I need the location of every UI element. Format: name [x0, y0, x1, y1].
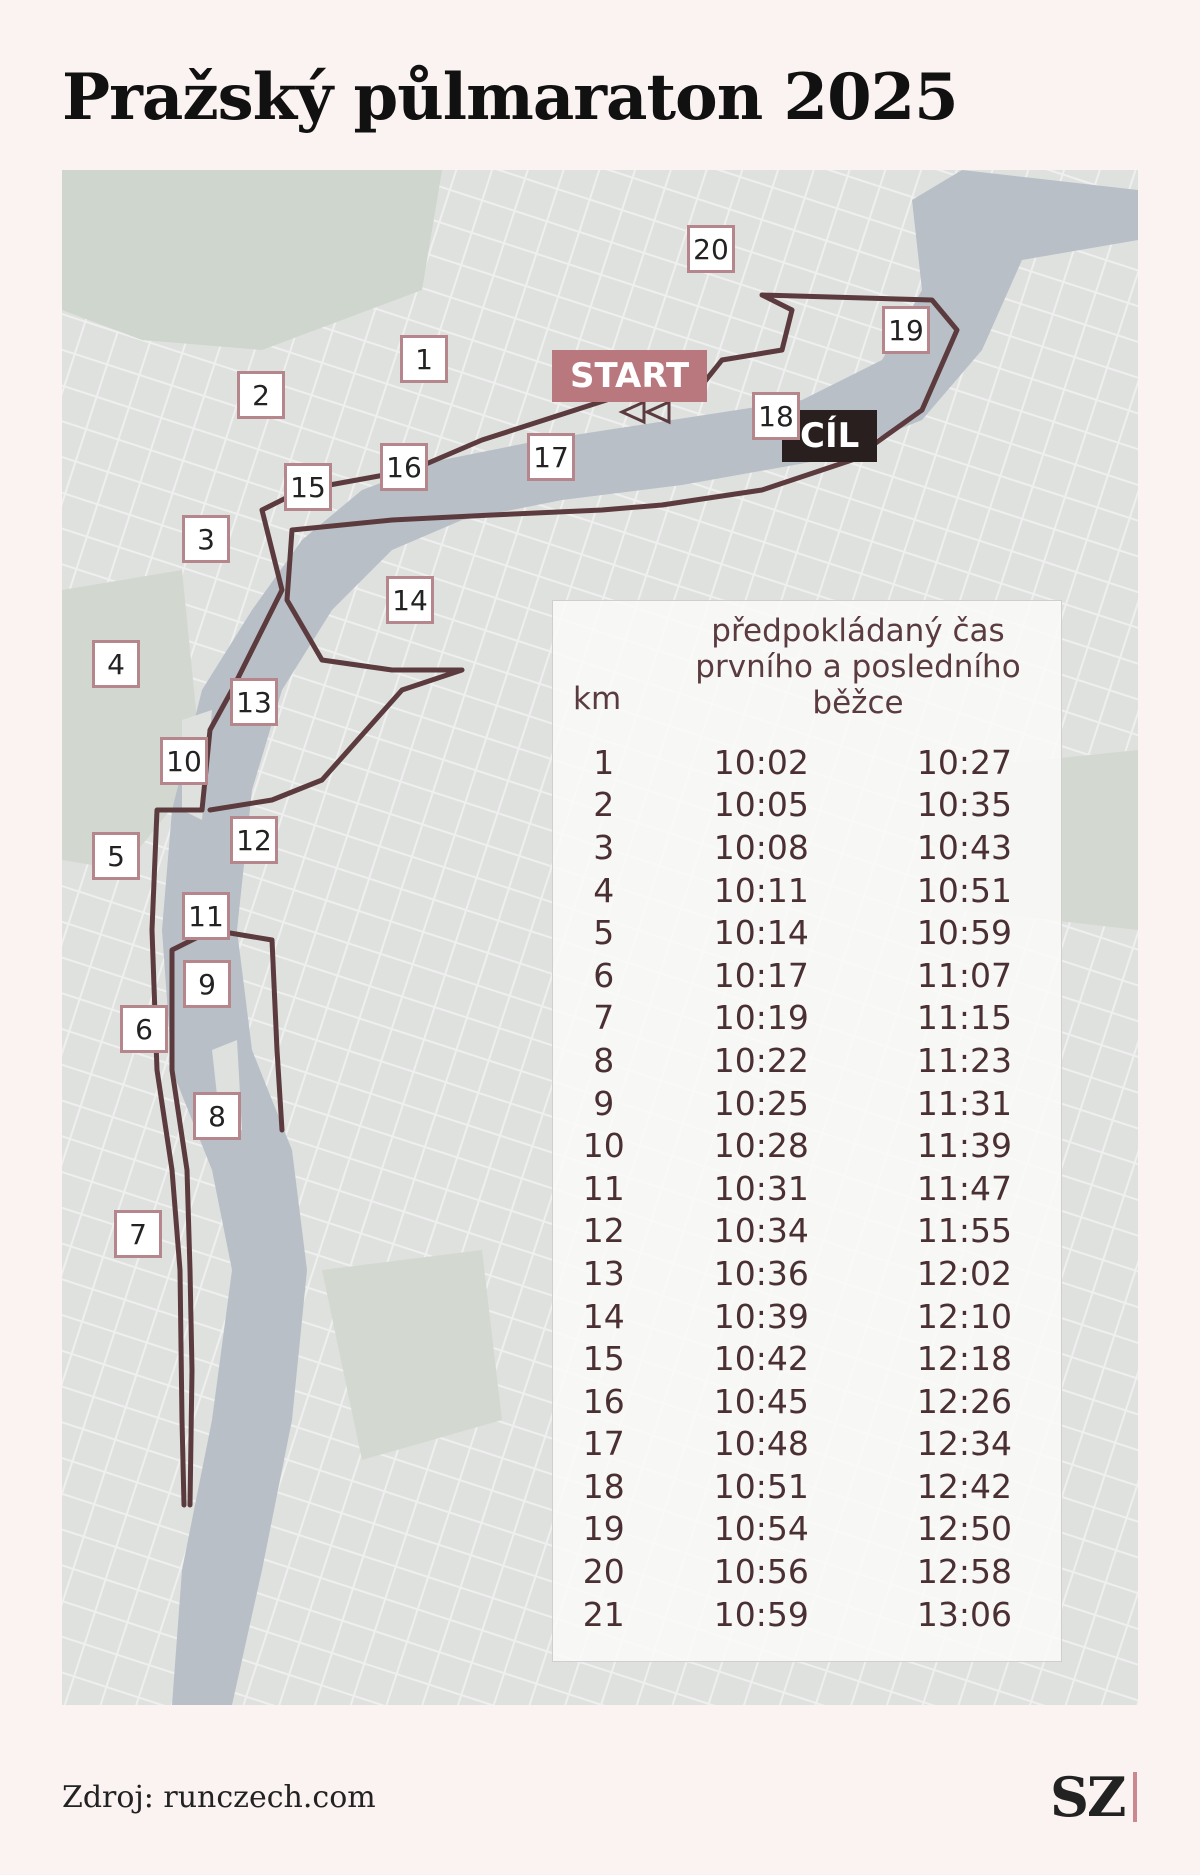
- km-marker-15: 15: [284, 463, 332, 511]
- last-runner-time: 11:55: [916, 1211, 1013, 1251]
- km-cell: 16: [582, 1381, 625, 1421]
- first-runner-time: 10:11: [713, 870, 809, 910]
- table-row: [553, 954, 1061, 997]
- km-cell: 13: [582, 1253, 625, 1293]
- last-runner-time: 11:15: [916, 998, 1013, 1038]
- last-runner-time: 12:50: [916, 1509, 1013, 1549]
- finish-label: CÍL: [782, 410, 877, 462]
- km-cell: 12: [582, 1211, 625, 1251]
- logo-accent-bar: [1133, 1772, 1137, 1822]
- table-row: [553, 1423, 1061, 1466]
- km-marker-2: 2: [237, 371, 285, 419]
- last-runner-time: 12:10: [916, 1296, 1013, 1336]
- timetable-header-line: předpokládaný čas: [711, 613, 1005, 649]
- km-marker-3: 3: [182, 515, 230, 563]
- last-runner-time: 11:47: [916, 1168, 1013, 1208]
- page-title: Pražský půlmaraton 2025: [62, 60, 958, 135]
- first-runner-time: 10:19: [713, 998, 809, 1038]
- timetable-header: [663, 613, 1053, 721]
- km-cell: 17: [582, 1424, 625, 1464]
- first-runner-time: 10:51: [713, 1466, 809, 1506]
- table-row: [553, 1337, 1061, 1380]
- km-marker-11: 11: [182, 892, 230, 940]
- table-row: [553, 1550, 1061, 1593]
- first-runner-time: 10:14: [713, 913, 809, 953]
- first-runner-time: 10:02: [713, 742, 809, 782]
- sz-logo: SZ: [1050, 1765, 1125, 1829]
- table-row: [553, 1380, 1061, 1423]
- first-runner-time: 10:48: [713, 1424, 809, 1464]
- first-runner-time: 10:34: [713, 1211, 809, 1251]
- last-runner-time: 11:39: [916, 1126, 1013, 1166]
- first-runner-time: 10:17: [713, 955, 809, 995]
- km-cell: 20: [582, 1552, 625, 1592]
- last-runner-time: 12:02: [916, 1253, 1013, 1293]
- km-marker-14: 14: [386, 576, 434, 624]
- timetable-header-line: běžce: [812, 685, 904, 721]
- first-runner-time: 10:36: [713, 1253, 809, 1293]
- km-marker-13: 13: [230, 678, 278, 726]
- table-row: [553, 869, 1061, 912]
- table-row: [553, 1508, 1061, 1551]
- table-row: [553, 1295, 1061, 1338]
- km-cell: 10: [582, 1126, 625, 1166]
- last-runner-time: 11:07: [916, 955, 1013, 995]
- table-row: [553, 784, 1061, 827]
- table-row: [553, 826, 1061, 869]
- start-label: START: [552, 350, 707, 402]
- km-marker-5: 5: [92, 832, 140, 880]
- first-runner-time: 10:54: [713, 1509, 809, 1549]
- first-runner-time: 10:31: [713, 1168, 809, 1208]
- last-runner-time: 10:35: [916, 785, 1013, 825]
- table-row: [553, 911, 1061, 954]
- km-cell: 3: [593, 827, 615, 867]
- km-marker-1: 1: [400, 335, 448, 383]
- first-runner-time: 10:22: [713, 1040, 809, 1080]
- km-cell: 15: [582, 1339, 625, 1379]
- km-marker-12: 12: [230, 816, 278, 864]
- last-runner-time: 12:18: [916, 1339, 1013, 1379]
- last-runner-time: 10:27: [916, 742, 1013, 782]
- table-row: [553, 1465, 1061, 1508]
- route-map: [62, 170, 1138, 1705]
- last-runner-time: 13:06: [916, 1594, 1013, 1634]
- km-cell: 14: [582, 1296, 625, 1336]
- km-cell: 7: [593, 998, 615, 1038]
- table-row: [553, 1593, 1061, 1636]
- last-runner-time: 11:23: [916, 1040, 1013, 1080]
- last-runner-time: 12:34: [916, 1424, 1013, 1464]
- km-marker-9: 9: [183, 960, 231, 1008]
- km-marker-17: 17: [527, 433, 575, 481]
- table-row: [553, 741, 1061, 784]
- table-row: [553, 1167, 1061, 1210]
- last-runner-time: 12:42: [916, 1466, 1013, 1506]
- km-marker-20: 20: [687, 225, 735, 273]
- table-row: [553, 997, 1061, 1040]
- km-cell: 18: [582, 1466, 625, 1506]
- table-row: [553, 1124, 1061, 1167]
- first-runner-time: 10:45: [713, 1381, 809, 1421]
- km-cell: 6: [593, 955, 615, 995]
- source-note: Zdroj: runczech.com: [62, 1780, 376, 1815]
- first-runner-time: 10:08: [713, 827, 809, 867]
- table-row: [553, 1039, 1061, 1082]
- km-column-header: km: [573, 681, 622, 717]
- first-runner-time: 10:56: [713, 1552, 809, 1592]
- km-cell: 2: [593, 785, 615, 825]
- first-runner-time: 10:42: [713, 1339, 809, 1379]
- km-cell: 4: [593, 870, 615, 910]
- km-cell: 8: [593, 1040, 615, 1080]
- table-row: [553, 1082, 1061, 1125]
- last-runner-time: 11:31: [916, 1083, 1013, 1123]
- first-runner-time: 10:28: [713, 1126, 809, 1166]
- km-marker-10: 10: [160, 737, 208, 785]
- km-cell: 1: [593, 742, 615, 782]
- km-cell: 9: [593, 1083, 615, 1123]
- table-row: [553, 1210, 1061, 1253]
- km-cell: 19: [582, 1509, 625, 1549]
- timetable-rows: [553, 741, 1061, 1635]
- timetable-header-line: prvního a posledního: [695, 649, 1021, 685]
- km-marker-18: 18: [752, 392, 800, 440]
- km-cell: 21: [582, 1594, 625, 1634]
- timetable: [553, 741, 1061, 1635]
- last-runner-time: 10:51: [916, 870, 1013, 910]
- km-marker-4: 4: [92, 640, 140, 688]
- km-marker-7: 7: [114, 1210, 162, 1258]
- km-cell: 5: [593, 913, 615, 953]
- km-marker-8: 8: [193, 1092, 241, 1140]
- last-runner-time: 12:26: [916, 1381, 1013, 1421]
- km-marker-6: 6: [120, 1005, 168, 1053]
- first-runner-time: 10:25: [713, 1083, 809, 1123]
- last-runner-time: 10:59: [916, 913, 1013, 953]
- last-runner-time: 12:58: [916, 1552, 1013, 1592]
- first-runner-time: 10:05: [713, 785, 809, 825]
- km-cell: 11: [582, 1168, 625, 1208]
- first-runner-time: 10:59: [713, 1594, 809, 1634]
- timetable-panel: [552, 600, 1062, 1662]
- km-marker-19: 19: [882, 306, 930, 354]
- km-marker-16: 16: [380, 443, 428, 491]
- table-row: [553, 1252, 1061, 1295]
- last-runner-time: 10:43: [916, 827, 1013, 867]
- first-runner-time: 10:39: [713, 1296, 809, 1336]
